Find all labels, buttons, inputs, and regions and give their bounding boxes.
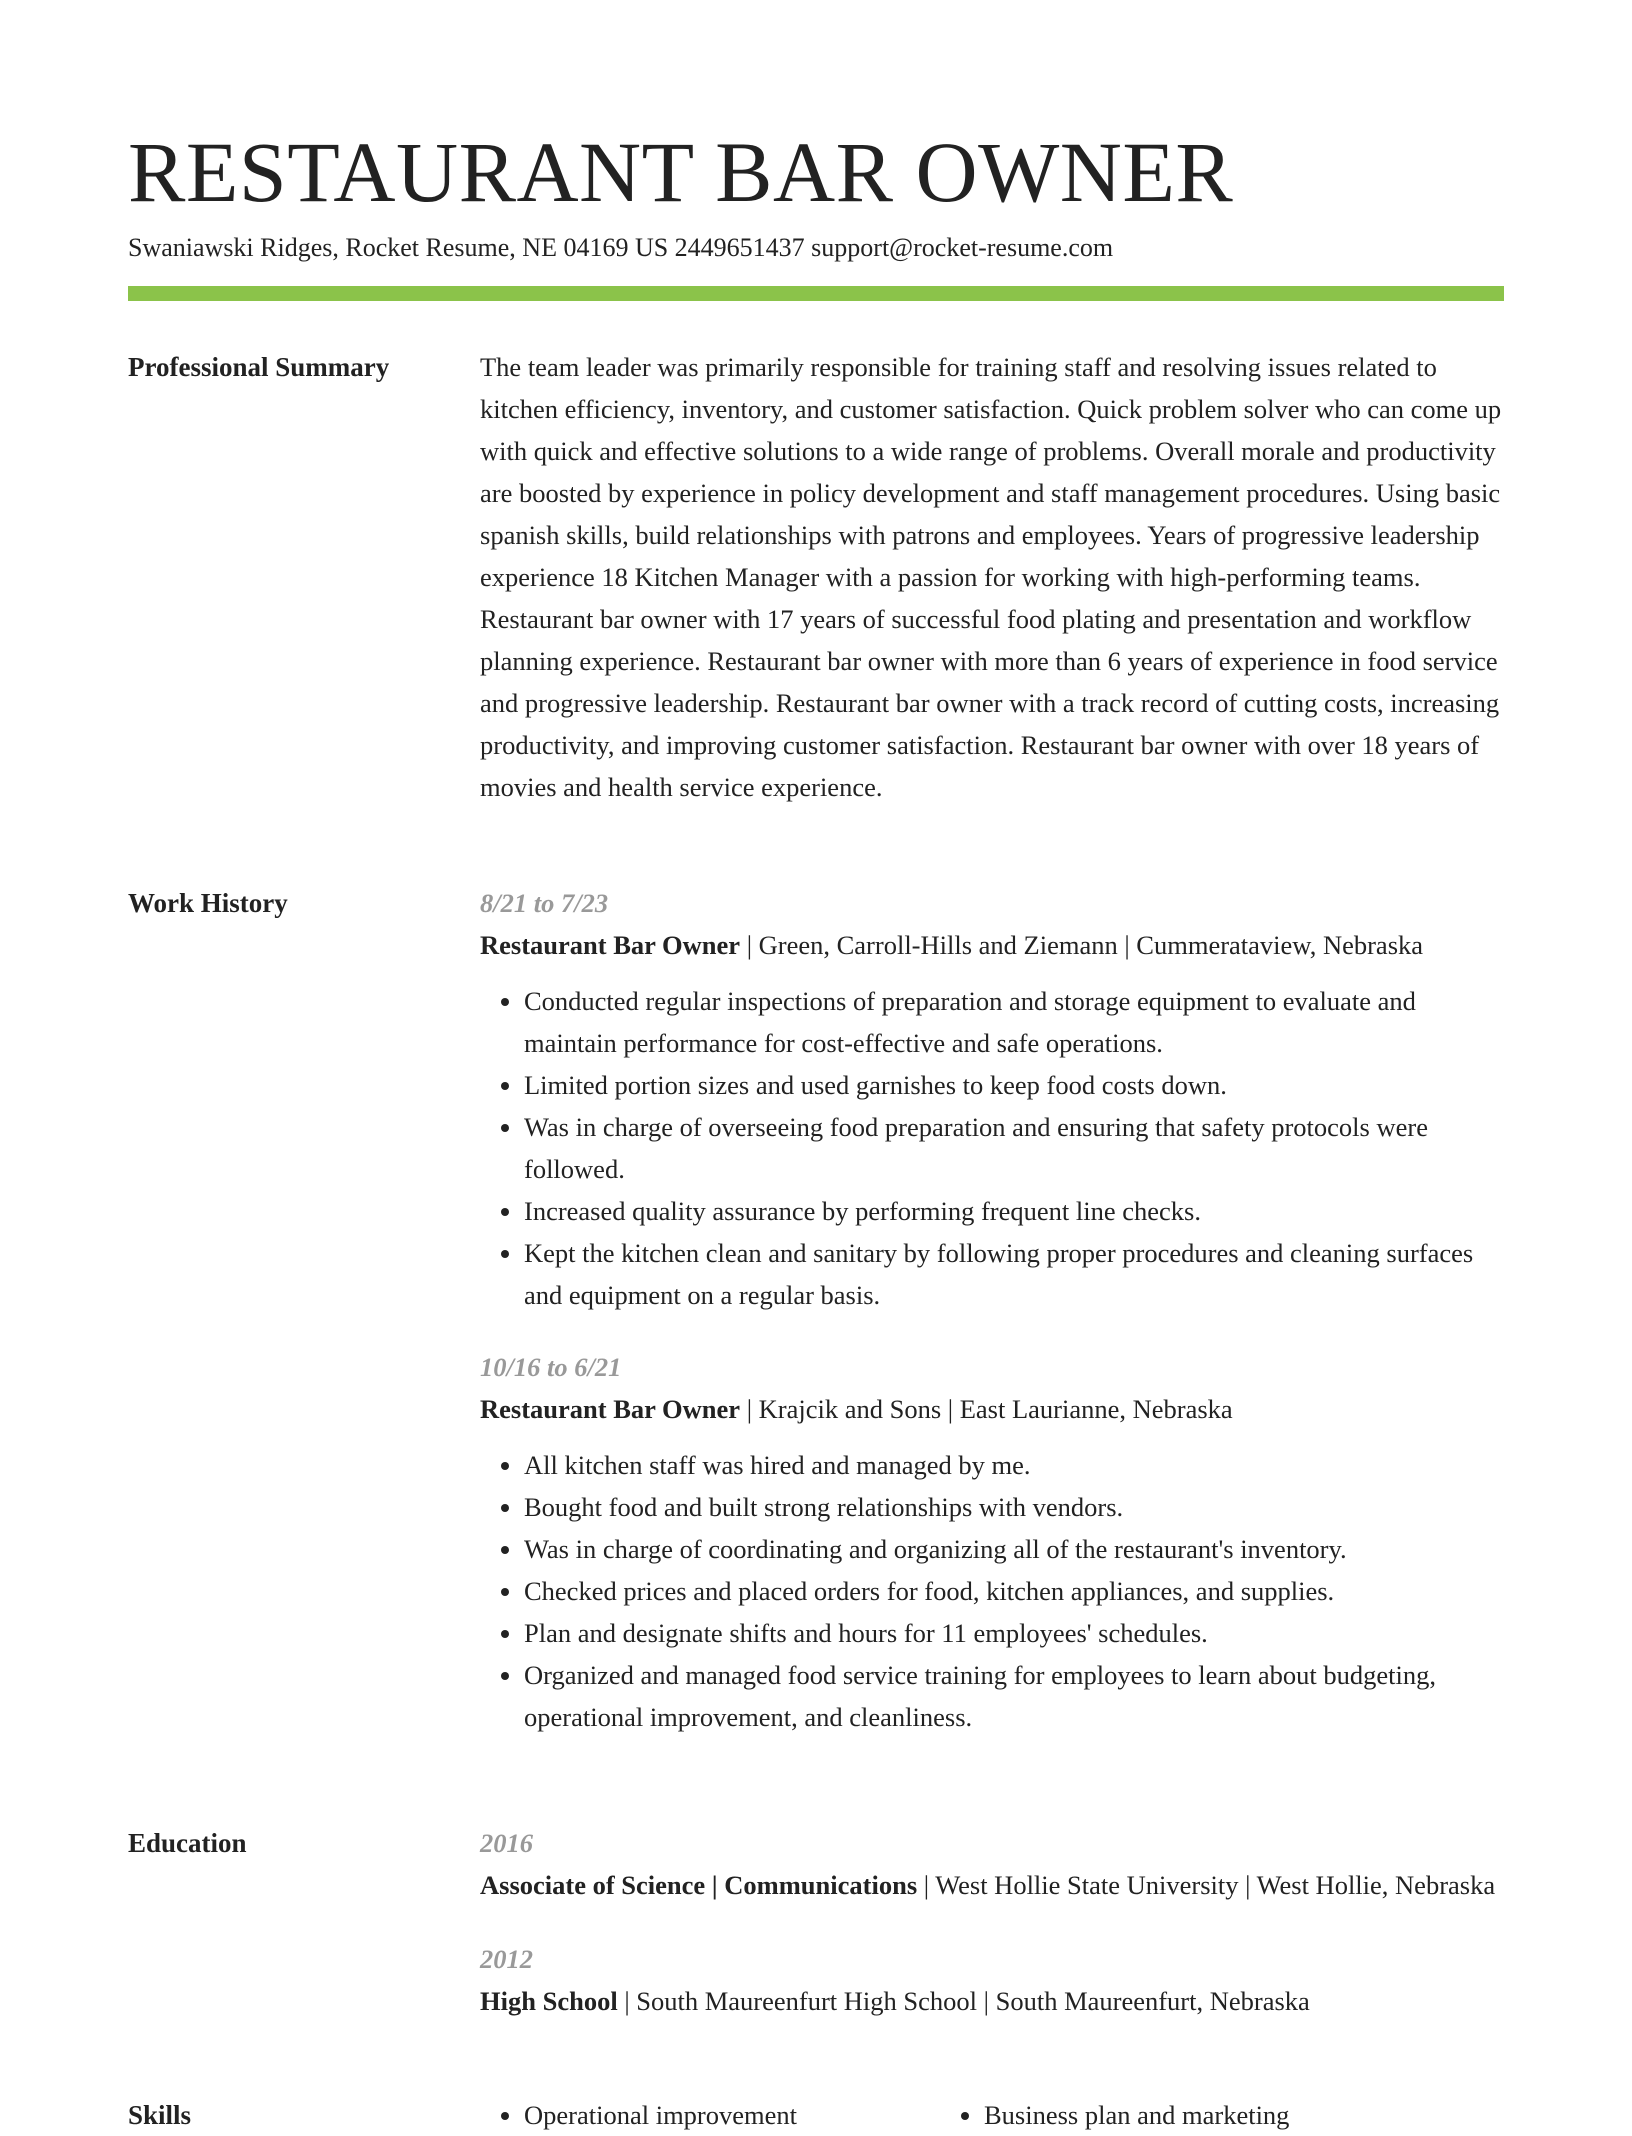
degree-name: High School bbox=[480, 1986, 618, 2016]
section-label-skills: Skills bbox=[128, 2100, 192, 2130]
list-item: • Operational improvement bbox=[524, 2094, 984, 2136]
job-details: | Green, Carroll-Hills and Ziemann | Cummerataview, Nebraska bbox=[740, 930, 1424, 960]
section-label-summary: Professional Summary bbox=[128, 352, 390, 382]
list-item: • Was in charge of overseeing food preparation and ensuring that safety protocols were followed. bbox=[524, 1106, 1504, 1190]
section-label-work-history: Work History bbox=[128, 888, 288, 918]
education-entry bbox=[480, 1938, 1504, 2022]
list-item: • Organized and managed food service training for employees to learn about budgeting, operational improvement, and cleanliness. bbox=[524, 1654, 1504, 1738]
education-details: | West Hollie State University | West Hollie, Nebraska bbox=[917, 1870, 1496, 1900]
degree-name: Associate of Science | Communications bbox=[480, 1870, 918, 1900]
education-body bbox=[480, 1822, 1504, 2022]
education-entry bbox=[480, 1822, 1504, 1906]
education-year: 2016 bbox=[480, 1828, 533, 1858]
job-entry bbox=[480, 882, 1504, 1316]
education-year: 2012 bbox=[480, 1944, 533, 1974]
job-dates: 8/21 to 7/23 bbox=[480, 888, 609, 918]
resume-title: RESTAURANT BAR OWNER bbox=[128, 124, 1234, 220]
job-bullets bbox=[480, 1444, 1504, 1738]
job-title: Restaurant Bar Owner bbox=[480, 930, 741, 960]
list-item: • Business plan and marketing bbox=[984, 2094, 1444, 2136]
skills-list bbox=[480, 2094, 1504, 2136]
summary-text: The team leader was primarily responsible for training staff and resolving issues related to kitchen efficiency, inventory, and customer satisfaction. Quick problem solver who can come up with quick and effective solutions to a wide range of problems. Overall morale and productivity are boosted by experience in policy development and staff management procedures. Using basic spanish skills, build relationships with patrons and employees. Years of progressive leadership experience 18 Kitchen Manager with a passion for working with high-performing teams. Restaurant bar owner with 17 years of successful food plating and presentation and workflow planning experience. Restaurant bar owner with more than 6 years of experience in food service and progressive leadership. Restaurant bar owner with a track record of cutting costs, increasing productivity, and improving customer satisfaction. Restaurant bar owner with over 18 years of movies and health service experience. bbox=[480, 352, 1502, 802]
job-heading bbox=[480, 924, 1504, 966]
list-item: • Kept the kitchen clean and sanitary by following proper procedures and cleaning surfaces and equipment on a regular basis. bbox=[524, 1232, 1504, 1316]
contact-line: Swaniawski Ridges, Rocket Resume, NE 04169 US 2449651437 support@rocket-resume.com bbox=[128, 233, 1114, 262]
list-item: • Limited portion sizes and used garnishes to keep food costs down. bbox=[524, 1064, 1504, 1106]
list-item: • Checked prices and placed orders for food, kitchen appliances, and supplies. bbox=[524, 1570, 1504, 1612]
job-details: | Krajcik and Sons | East Laurianne, Nebraska bbox=[740, 1394, 1233, 1424]
header-divider bbox=[128, 286, 1504, 301]
list-item: • Increased quality assurance by performing frequent line checks. bbox=[524, 1190, 1504, 1232]
job-entry bbox=[480, 1346, 1504, 1738]
education-details: | South Maureenfurt High School | South Maureenfurt, Nebraska bbox=[617, 1986, 1310, 2016]
list-item: • Plan and designate shifts and hours for 11 employees' schedules. bbox=[524, 1612, 1504, 1654]
job-bullets bbox=[480, 980, 1504, 1316]
list-item: • Bought food and built strong relationships with vendors. bbox=[524, 1486, 1504, 1528]
work-history-body bbox=[480, 882, 1504, 1738]
education-heading bbox=[480, 1980, 1504, 2022]
job-title: Restaurant Bar Owner bbox=[480, 1394, 741, 1424]
job-heading bbox=[480, 1388, 1504, 1430]
list-item: • All kitchen staff was hired and managed by me. bbox=[524, 1444, 1504, 1486]
education-heading bbox=[480, 1864, 1504, 1906]
skills-body bbox=[480, 2094, 1504, 2136]
section-label-education: Education bbox=[128, 1828, 247, 1858]
list-item: • Conducted regular inspections of preparation and storage equipment to evaluate and maintain performance for cost-effective and safe operations. bbox=[524, 980, 1504, 1064]
resume-header bbox=[128, 122, 1504, 266]
list-item: • Was in charge of coordinating and organizing all of the restaurant's inventory. bbox=[524, 1528, 1504, 1570]
job-dates: 10/16 to 6/21 bbox=[480, 1352, 622, 1382]
